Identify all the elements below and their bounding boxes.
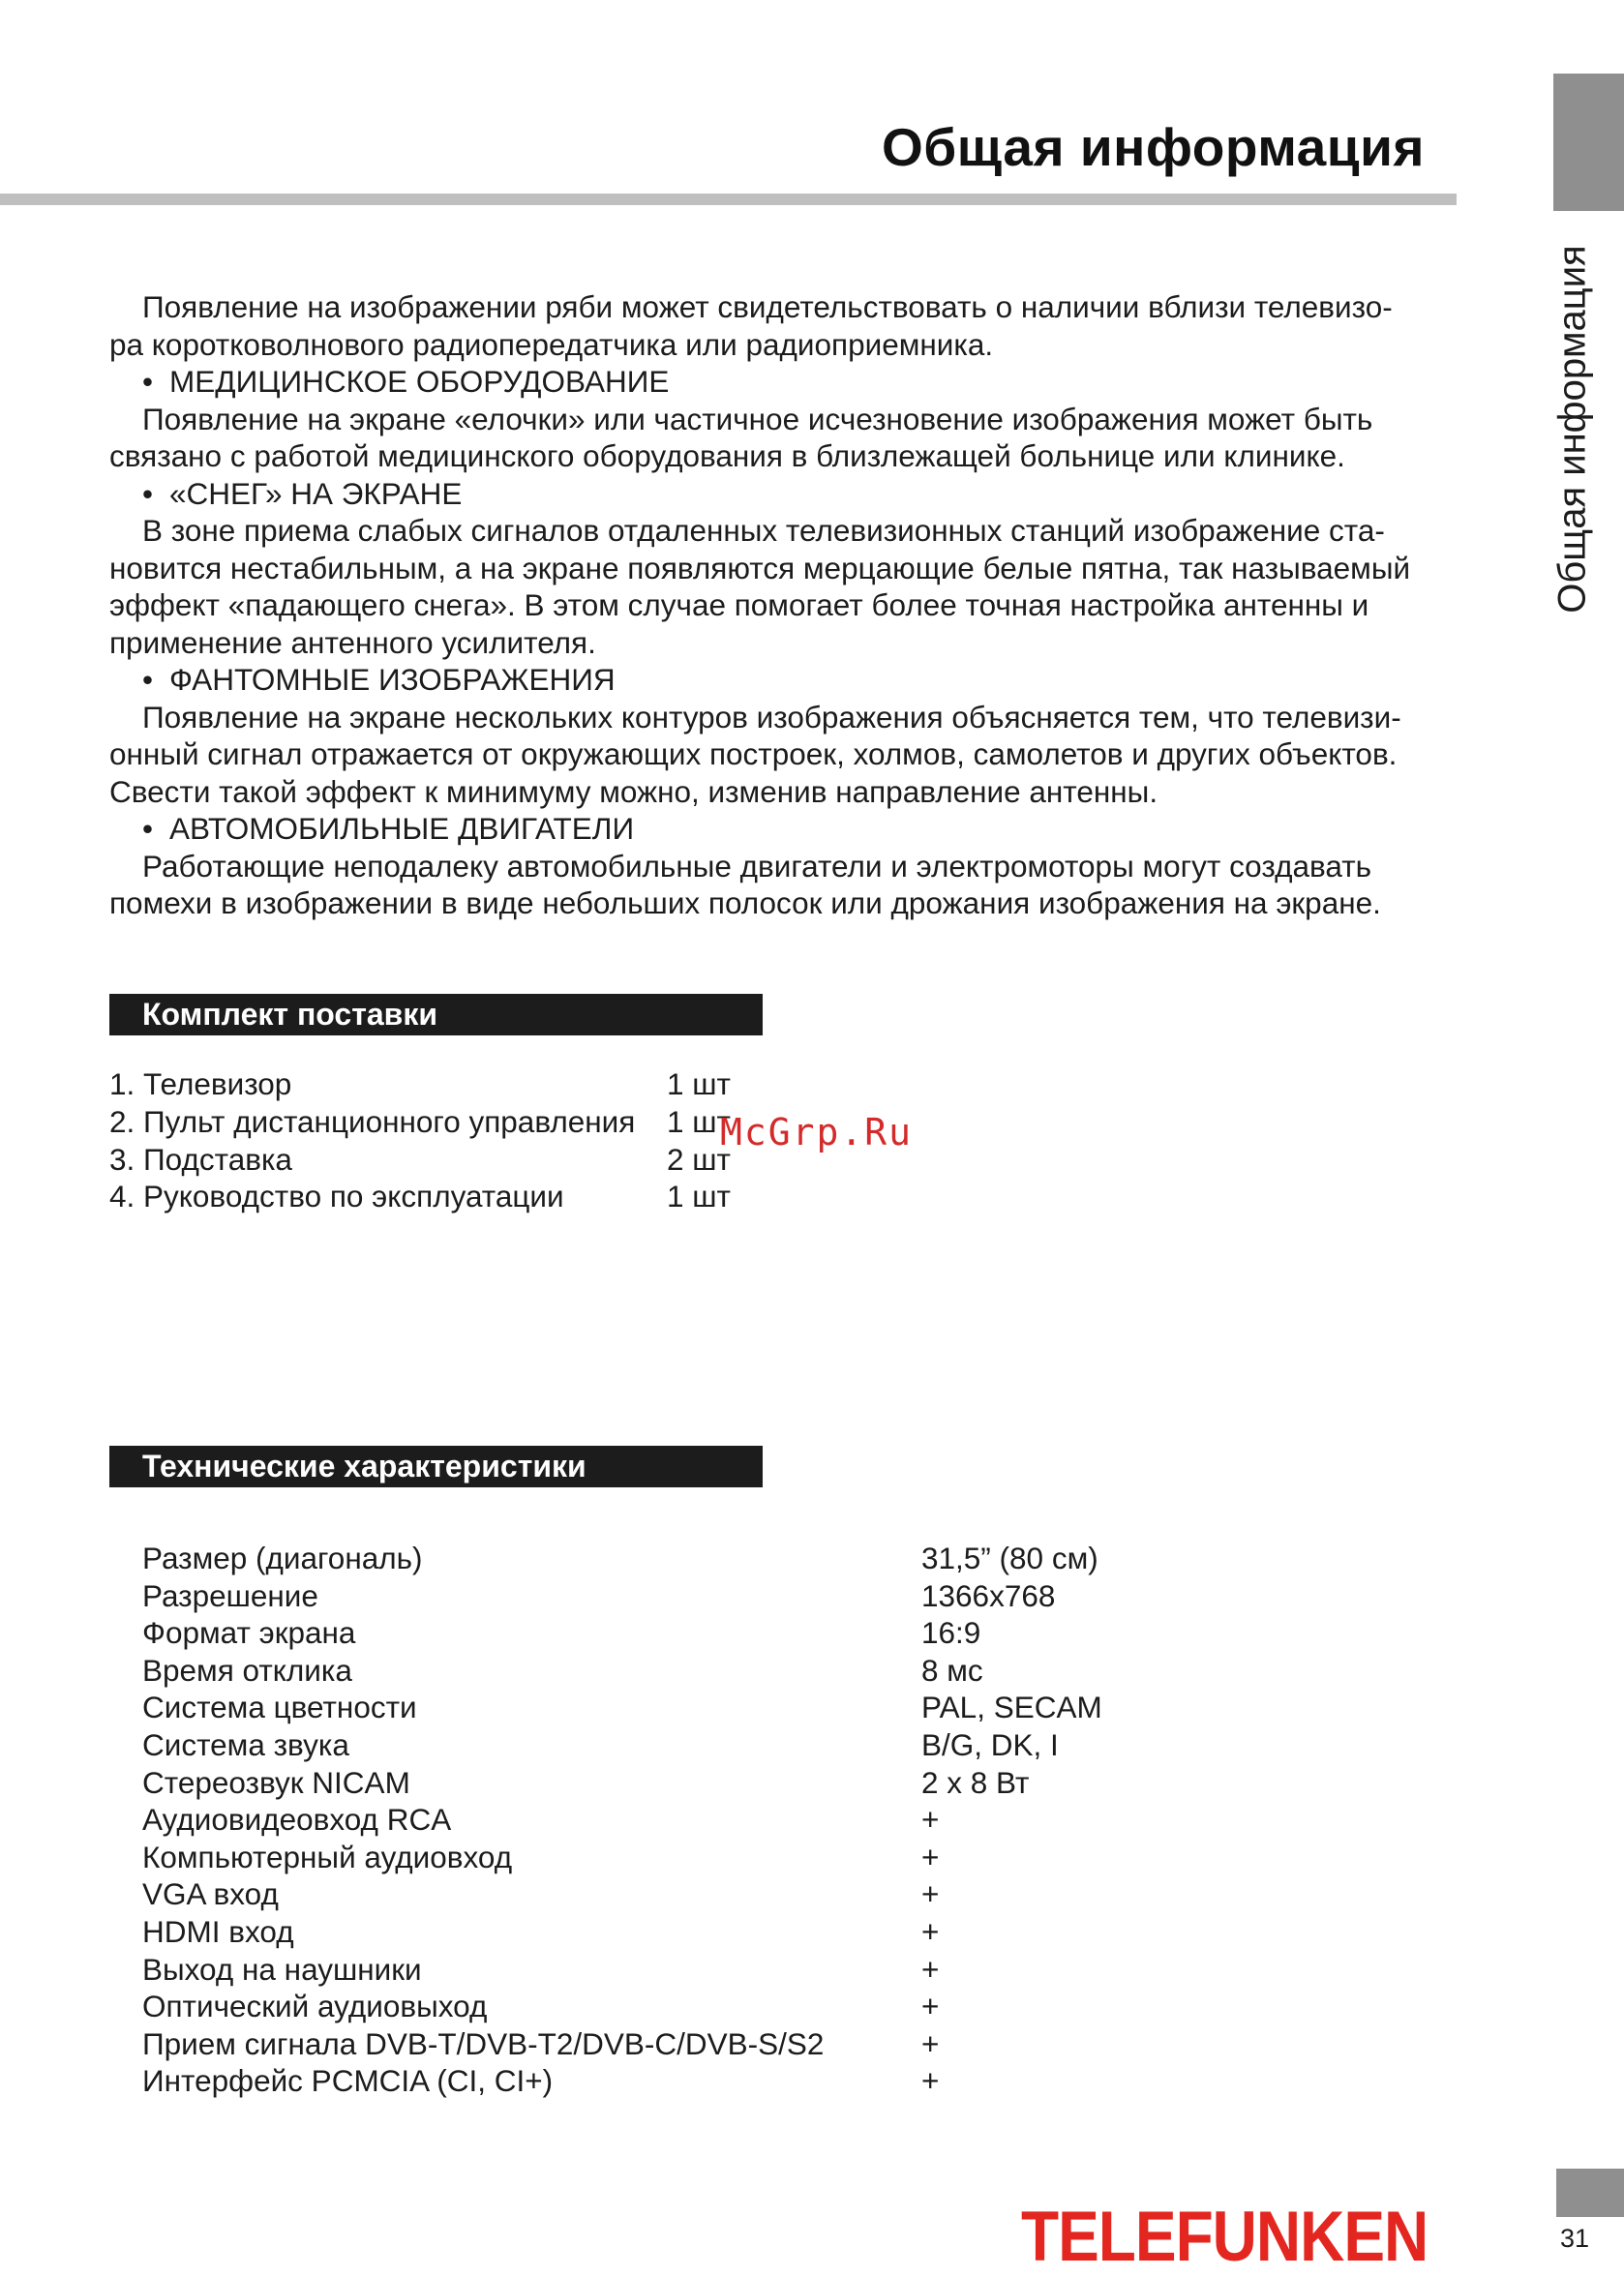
text-line-content: связано с работой медицинского оборудования в близлежащей больнице или клинике. bbox=[109, 438, 1345, 473]
spec-value: + bbox=[921, 1839, 940, 1874]
text-line bbox=[109, 512, 1464, 550]
text-line bbox=[109, 884, 1464, 922]
kit-item-qty: 1 шт bbox=[667, 1179, 731, 1214]
spec-key: VGA вход bbox=[142, 1876, 279, 1912]
spec-key: Стереозвук NICAM bbox=[142, 1764, 410, 1800]
spec-key: Система цветности bbox=[142, 1690, 417, 1725]
spec-row bbox=[142, 2062, 1207, 2100]
text-line bbox=[109, 848, 1464, 885]
spec-value: 2 x 8 Вт bbox=[921, 1764, 1030, 1800]
spec-row bbox=[142, 1801, 1207, 1839]
spec-row bbox=[142, 1913, 1207, 1951]
spec-row bbox=[142, 1764, 1207, 1802]
bullet-heading bbox=[109, 810, 1464, 848]
bullet-glyph: • bbox=[142, 662, 154, 697]
kit-item bbox=[109, 1178, 787, 1215]
spec-key: Прием сигнала DVB-T/DVB-T2/DVB-C/DVB-S/S2 bbox=[142, 2025, 825, 2061]
spec-key: Аудиовидеовход RCA bbox=[142, 1802, 452, 1838]
spec-row bbox=[142, 2025, 1207, 2063]
spec-value: 16:9 bbox=[921, 1615, 981, 1651]
bullet-heading bbox=[109, 475, 1464, 513]
spec-key: Выход на наушники bbox=[142, 1951, 422, 1987]
text-line-content: помехи в изображении в виде небольших полосок или дрожания изображения на экране. bbox=[109, 885, 1381, 920]
text-line-content: Работающие неподалеку автомобильные двигатели и электромоторы могут создавать bbox=[142, 848, 1372, 884]
spec-row bbox=[142, 1875, 1207, 1913]
chapter-side-label bbox=[1534, 235, 1611, 622]
text-line-content: В зоне приема слабых сигналов отдаленных телевизионных станций изображение ста- bbox=[142, 513, 1385, 548]
spec-row bbox=[142, 1988, 1207, 2025]
text-line-content: применение антенного усилителя. bbox=[109, 624, 596, 660]
spec-key: Интерфейс PCMCIA (CI, CI+) bbox=[142, 2063, 554, 2099]
spec-key: Время отклика bbox=[142, 1652, 352, 1688]
spec-value: 31,5” (80 см) bbox=[921, 1541, 1098, 1575]
text-line bbox=[109, 288, 1464, 326]
text-line bbox=[109, 773, 1464, 811]
page-title: Общая информация bbox=[882, 117, 1425, 177]
text-line-content: онный сигнал отражается от окружающих построек, холмов, самолетов и других объектов. bbox=[109, 736, 1398, 771]
text-line bbox=[109, 437, 1464, 475]
spec-value: PAL, SECAM bbox=[921, 1690, 1102, 1725]
spec-row bbox=[142, 1540, 1207, 1577]
spec-value: + bbox=[921, 1989, 940, 2024]
spec-key: Формат экрана bbox=[142, 1615, 356, 1651]
spec-value: + bbox=[921, 1802, 940, 1838]
page-number: 31 bbox=[1560, 2224, 1590, 2253]
spec-value: + bbox=[921, 1913, 940, 1949]
spec-row bbox=[142, 1577, 1207, 1615]
chapter-tab bbox=[1553, 74, 1624, 211]
spec-row bbox=[142, 1726, 1207, 1764]
text-line-content: Появление на экране нескольких контуров изображения объясняется тем, что телевизи- bbox=[142, 699, 1401, 734]
text-line bbox=[109, 699, 1464, 736]
text-line bbox=[109, 586, 1464, 624]
kit-item bbox=[109, 1103, 787, 1141]
page-number-tab bbox=[1556, 2169, 1624, 2217]
kit-item bbox=[109, 1141, 787, 1179]
spec-value: 1366x768 bbox=[921, 1577, 1056, 1613]
kit-item-qty: 1 шт bbox=[667, 1066, 731, 1101]
spec-row bbox=[142, 1614, 1207, 1652]
text-line-content: новится нестабильным, а на экране появляются мерцающие белые пятна, так называемый bbox=[109, 550, 1411, 585]
text-line-content: ФАНТОМНЫЕ ИЗОБРАЖЕНИЯ bbox=[169, 662, 616, 697]
kit-item bbox=[109, 1065, 787, 1103]
kit-item-name: 3. Подставка bbox=[109, 1141, 292, 1177]
spec-value: B/G, DK, I bbox=[921, 1726, 1059, 1762]
text-line bbox=[109, 735, 1464, 773]
kit-item-name: 4. Руководство по эксплуатации bbox=[109, 1179, 564, 1214]
spec-row bbox=[142, 1689, 1207, 1726]
spec-value: + bbox=[921, 2025, 940, 2061]
spec-value: + bbox=[921, 1876, 940, 1912]
specs-heading: Технические характеристики bbox=[109, 1446, 763, 1487]
text-line-content: МЕДИЦИНСКОЕ ОБОРУДОВАНИЕ bbox=[169, 364, 670, 399]
specs-list bbox=[142, 1540, 1207, 2100]
text-line-content: ра коротковолнового радиопередатчика или радиоприемника. bbox=[109, 326, 994, 362]
spec-key: Компьютерный аудиовход bbox=[142, 1839, 513, 1874]
spec-value: + bbox=[921, 2063, 940, 2099]
spec-value: 8 мс bbox=[921, 1652, 983, 1688]
text-line-content: «СНЕГ» НА ЭКРАНЕ bbox=[169, 475, 463, 511]
bullet-glyph: • bbox=[142, 364, 154, 399]
spec-row bbox=[142, 1839, 1207, 1876]
kit-item-name: 1. Телевизор bbox=[109, 1066, 292, 1101]
text-line bbox=[109, 401, 1464, 438]
spec-value: + bbox=[921, 1951, 940, 1987]
bullet-heading bbox=[109, 363, 1464, 401]
spec-key: Система звука bbox=[142, 1726, 349, 1762]
kit-item-name: 2. Пульт дистанционного управления bbox=[109, 1103, 636, 1139]
spec-key: HDMI вход bbox=[142, 1913, 294, 1949]
text-line bbox=[109, 624, 1464, 662]
bullet-glyph: • bbox=[142, 811, 154, 846]
brand-logo: TELEFUNKEN bbox=[1021, 2196, 1429, 2276]
text-line-content: эффект «падающего снега». В этом случае помогает более точная настройка антенны и bbox=[109, 587, 1369, 622]
watermark: McGrp.Ru bbox=[720, 1111, 914, 1153]
text-line-content: Появление на изображении ряби может свидетельствовать о наличии вблизи телевизо- bbox=[142, 289, 1393, 324]
text-line bbox=[109, 326, 1464, 364]
kit-list bbox=[109, 1065, 787, 1215]
chapter-side-label-text: Общая информация bbox=[1550, 244, 1594, 614]
text-line-content: Свести такой эффект к минимуму можно, изменив направление антенны. bbox=[109, 773, 1158, 809]
text-line-content: АВТОМОБИЛЬНЫЕ ДВИГАТЕЛИ bbox=[169, 811, 635, 846]
spec-row bbox=[142, 1951, 1207, 1989]
spec-key: Оптический аудиовыход bbox=[142, 1989, 488, 2024]
text-line bbox=[109, 550, 1464, 587]
spec-row bbox=[142, 1652, 1207, 1690]
kit-item-qty: 1 шт bbox=[667, 1103, 731, 1139]
text-line-content: Появление на экране «елочки» или частичное исчезновение изображения может быть bbox=[142, 401, 1373, 436]
bullet-heading bbox=[109, 661, 1464, 699]
kit-heading: Комплект поставки bbox=[109, 994, 763, 1035]
header-rule bbox=[0, 194, 1457, 205]
bullet-glyph: • bbox=[142, 475, 154, 511]
spec-key: Разрешение bbox=[142, 1577, 318, 1613]
spec-key: Размер (диагональ) bbox=[142, 1541, 423, 1575]
intro-text bbox=[109, 288, 1464, 922]
kit-item-qty: 2 шт bbox=[667, 1141, 731, 1177]
